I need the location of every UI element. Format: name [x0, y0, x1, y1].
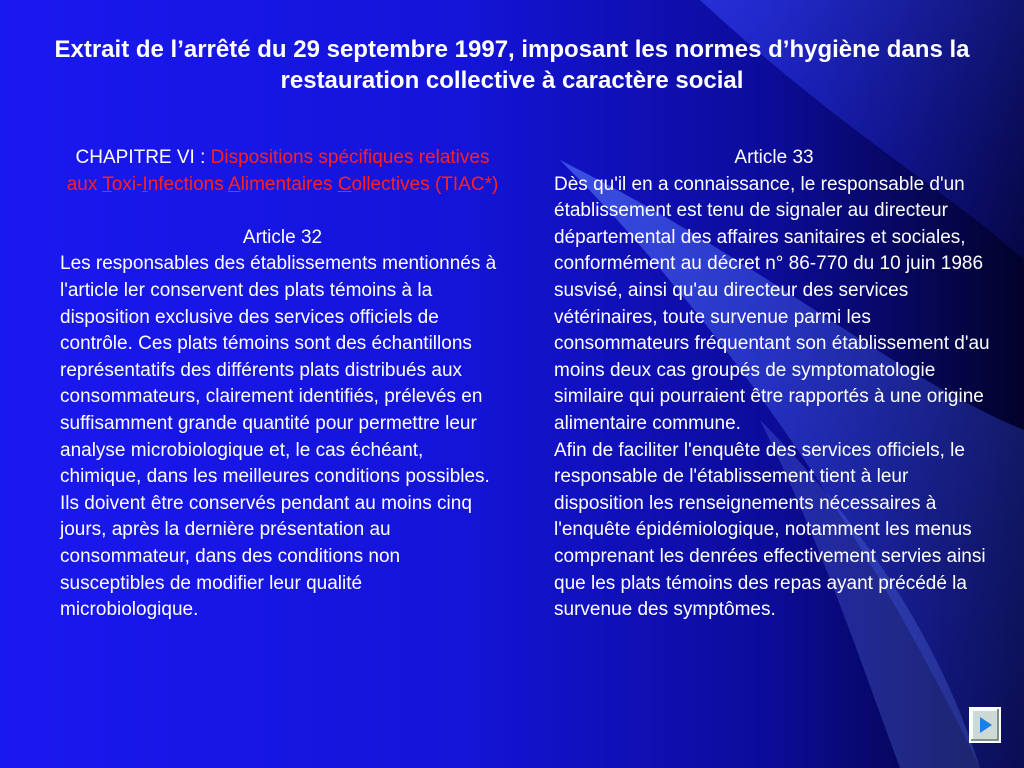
- article-32-text: Les responsables des établissements mentionnés à l'article ler conservent des plats témoins à la disposition exclusive des services officiels de contrôle. Ces plats témoins sont des échantillons représentatifs des différents plats distribués aux consommateurs, clairement identifiés, prélevés en suffisamment grande quantité pour permettre leur analyse microbiologique et, le cas échéant, chimique, dans les meilleures conditions possibles. Ils doivent être conservés pendant au moins cinq jours, après la dernière présentation au consommateur, dans des conditions non susceptibles de modifier leur qualité microbiologique.: [60, 253, 497, 621]
- chapter-heading: [60, 145, 505, 198]
- left-column: [60, 145, 505, 624]
- next-slide-button[interactable]: [969, 707, 1001, 743]
- article-33-paragraph-1: Dès qu'il en a connaissance, le responsable d'un établissement est tenu de signaler au directeur départemental des affaires sanitaires et sociales, conformément au décret n° 86-770 du 10 juin 1986 susvisé, ainsi qu'au directeur des services vétérinaires, toute survenue parmi les consommateurs fréquentant son établissement d'au moins deux cas groupés de symptomatologie similaire qui pourraient être rapportés à une origine alimentaire commune.: [554, 173, 990, 434]
- initial-c: C: [337, 173, 352, 195]
- chapter-label: CHAPITRE VI :: [75, 147, 211, 168]
- right-column: [554, 145, 994, 624]
- after-i: nfections: [147, 173, 228, 195]
- initial-a: A: [227, 173, 241, 195]
- article-33-heading: Article 33: [734, 147, 814, 168]
- after-a: limentaires: [240, 173, 338, 195]
- spacer: [60, 198, 505, 225]
- slide-title: Extrait de l’arrêté du 29 septembre 1997, imposant les normes d’hygiène dans la restauration collective à caractère social: [54, 36, 970, 94]
- initial-i: I: [142, 173, 148, 195]
- after-c: ollectives (TIAC*): [351, 173, 499, 195]
- chapter-subtitle-start: Dispositions spécifiques relatives aux: [66, 147, 490, 195]
- article-33-paragraph-2: Afin de faciliter l'enquête des services officiels, le responsable de l'établissement tient à leur disposition les renseignements nécessaires à l'enquête épidémiologique, notamment les menus comprenant les denrées effectivement servies ainsi que les plats témoins des repas ayant précédé la survenue des symptômes.: [554, 439, 986, 621]
- article-32-heading: Article 32: [242, 226, 323, 248]
- next-arrow-icon: [980, 717, 992, 733]
- after-t: oxi-: [111, 173, 143, 195]
- initial-t: T: [102, 173, 112, 195]
